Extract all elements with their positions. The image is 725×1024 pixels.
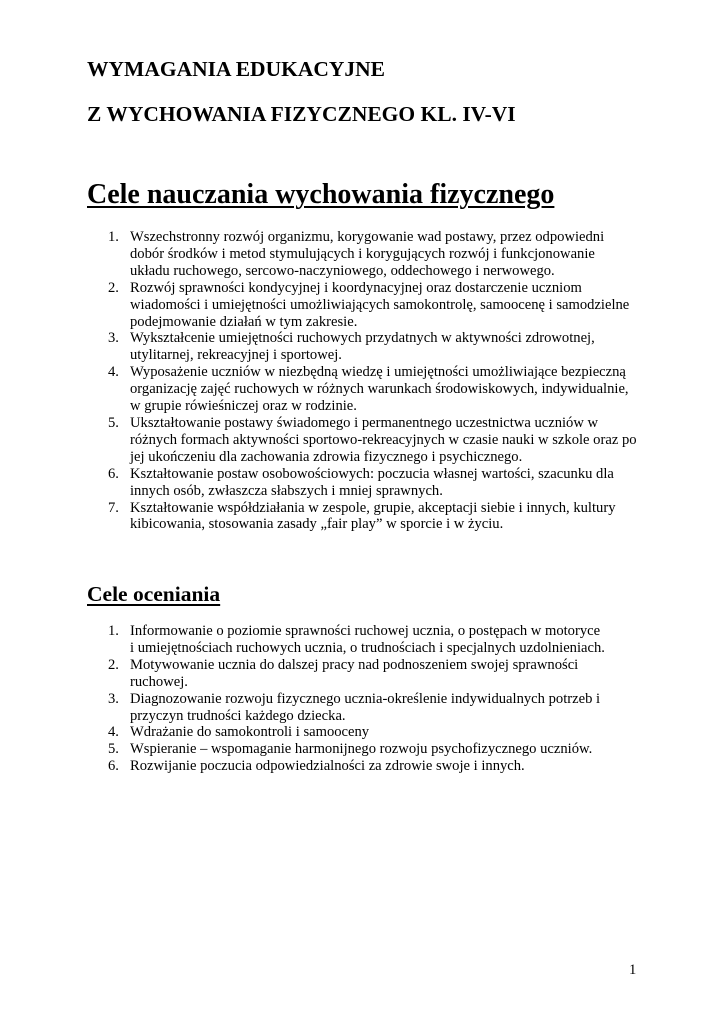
- list-item-text-line: wiadomości i umiejętności umożliwiających samokontrolę, samoocenę i samodzielne: [130, 296, 630, 313]
- list-item-text-line: Ukształtowanie postawy świadomego i permanentnego uczestnictwa uczniów w: [130, 414, 599, 431]
- list-item-text-line: Informowanie o poziomie sprawności ruchowej ucznia, o postępach w motoryce: [130, 623, 601, 639]
- list-item-number: 3.: [108, 690, 119, 707]
- list-item: [0, 758, 725, 775]
- list-item: [0, 724, 725, 741]
- list-item-text-line: Kształtowanie postaw osobowościowych: poczucia własnej wartości, szacunku dla: [130, 465, 614, 482]
- list-item-text-line: innych osób, zwłaszcza słabszych i mniej sprawnych.: [130, 482, 443, 499]
- list-item: [0, 466, 725, 500]
- document-title-line-1: WYMAGANIA EDUKACYJNE: [87, 57, 386, 81]
- list-item-text-line: przyczyn trudności każdego dziecka.: [130, 707, 346, 724]
- list-item: [0, 280, 725, 331]
- list-item-number: 5.: [108, 741, 119, 758]
- list-item-number: 4.: [108, 724, 119, 741]
- list-item: [0, 623, 725, 657]
- assessment-goals-list: [0, 623, 725, 775]
- list-item-number: 6.: [108, 465, 119, 482]
- list-item-text-line: podejmowanie działań w tym zakresie.: [130, 313, 358, 330]
- document-title-line-2: Z WYCHOWANIA FIZYCZNEGO KL. IV-VI: [87, 102, 516, 126]
- list-item: [0, 500, 725, 534]
- list-item-text-line: Wszechstronny rozwój organizmu, korygowanie wad postawy, przez odpowiedni: [130, 229, 605, 245]
- list-item: [0, 741, 725, 758]
- list-item-number: 2.: [108, 656, 119, 673]
- list-item: [0, 691, 725, 725]
- list-item: [0, 330, 725, 364]
- list-item-text-line: i umiejętnościach ruchowych ucznia, o trudnościach i specjalnych uzdolnieniach.: [130, 639, 605, 656]
- list-item-text-line: Wyposażenie uczniów w niezbędną wiedzę i umiejętności umożliwiające bezpieczną: [130, 364, 626, 381]
- list-item-number: 6.: [108, 758, 119, 775]
- list-item-number: 4.: [108, 364, 119, 381]
- list-item-number: 2.: [108, 279, 119, 296]
- list-item-text-line: Wdrażanie do samokontroli i samooceny: [130, 724, 370, 741]
- page-number: 1: [629, 962, 637, 978]
- section-heading-teaching-goals: Cele nauczania wychowania fizycznego: [87, 179, 555, 210]
- list-item-text-line: różnych formach aktywności sportowo-rekreacyjnych w czasie nauki w szkole oraz po: [130, 431, 637, 448]
- list-item-text-line: Wykształcenie umiejętności ruchowych przydatnych w aktywności zdrowotnej,: [130, 330, 595, 347]
- list-item: [0, 657, 725, 691]
- list-item-text-line: Rozwijanie poczucia odpowiedzialności za zdrowie swoje i innych.: [130, 758, 525, 775]
- list-item-text-line: ruchowej.: [130, 673, 188, 690]
- list-item-number: 7.: [108, 499, 119, 516]
- list-item: [0, 415, 725, 466]
- list-item-text-line: organizację zajęć ruchowych w różnych warunkach środowiskowych, indywidualnie,: [130, 381, 629, 398]
- list-item: [0, 364, 725, 415]
- list-item: [0, 229, 725, 280]
- list-item-text-line: utylitarnej, rekreacyjnej i sportowej.: [130, 347, 342, 364]
- list-item-text-line: układu ruchowego, sercowo-naczyniowego, oddechowego i nerwowego.: [130, 262, 555, 279]
- list-item-text-line: dobór środków i metod stymulujących i korygujących rozwój i funkcjonowanie: [130, 245, 595, 262]
- list-item-number: 3.: [108, 330, 119, 347]
- list-item-text-line: Rozwój sprawności kondycyjnej i koordynacyjnej oraz dostarczenie uczniom: [130, 279, 582, 296]
- list-item-text-line: Wspieranie – wspomaganie harmonijnego rozwoju psychofizycznego uczniów.: [130, 741, 593, 758]
- list-item-text-line: Kształtowanie współdziałania w zespole, grupie, akceptacji siebie i innych, kultury: [130, 499, 616, 516]
- teaching-goals-list: [0, 229, 725, 533]
- list-item-text-line: Motywowanie ucznia do dalszej pracy nad podnoszeniem swojej sprawności: [130, 656, 579, 673]
- list-item-text-line: Diagnozowanie rozwoju fizycznego ucznia-określenie indywidualnych potrzeb i: [130, 690, 601, 707]
- list-item-number: 1.: [108, 229, 119, 245]
- list-item-text-line: kibicowania, stosowania zasady „fair play” w sporcie i w życiu.: [130, 516, 504, 533]
- list-item-text-line: w grupie rówieśniczej oraz w rodzinie.: [130, 398, 357, 415]
- list-item-number: 1.: [108, 623, 119, 639]
- section-heading-assessment-goals: Cele oceniania: [87, 582, 221, 606]
- list-item-text-line: jej ukończeniu dla zachowania zdrowia fizycznego i psychicznego.: [130, 448, 523, 465]
- list-item-number: 5.: [108, 414, 119, 431]
